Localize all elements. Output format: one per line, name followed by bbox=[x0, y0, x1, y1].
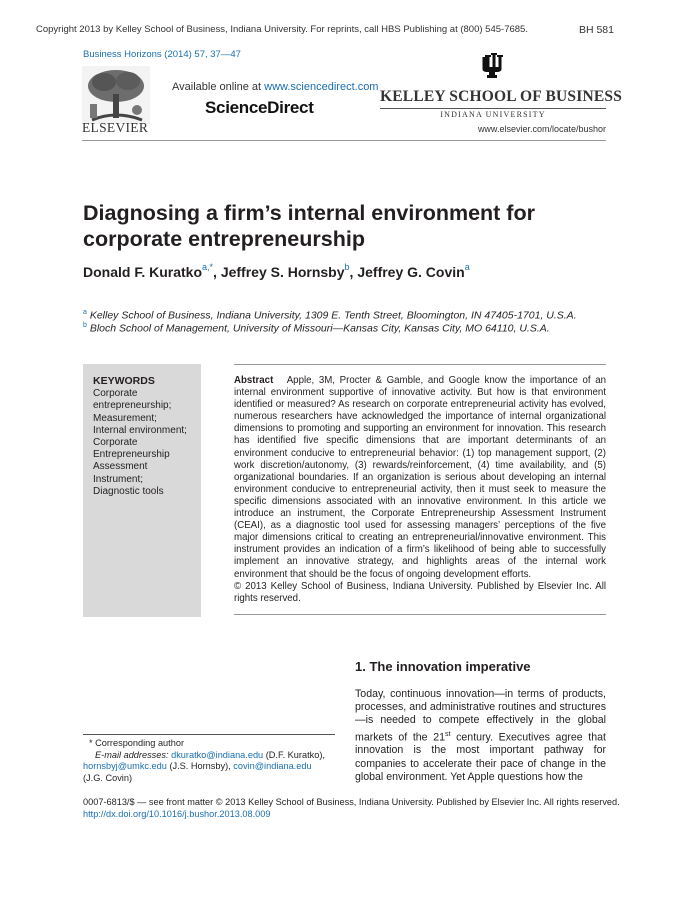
email-owner: (J.G. Covin) bbox=[83, 772, 133, 783]
kelley-school-title: KELLEY SCHOOL OF BUSINESS bbox=[380, 88, 623, 105]
abstract bbox=[234, 375, 606, 605]
header-divider bbox=[82, 140, 606, 141]
affiliation-text: Kelley School of Business, Indiana University, 1309 E. Tenth Street, Bloomington, IN 47405-1701, U.S.A. bbox=[89, 309, 577, 322]
sciencedirect-link[interactable]: www.sciencedirect.com bbox=[264, 81, 379, 93]
copyright-notice: Copyright 2013 by Kelley School of Business, Indiana University. For reprints, call HBS Publishing at (800) 545-7685. bbox=[36, 24, 528, 35]
author-affil-mark[interactable]: b bbox=[344, 262, 350, 272]
document-code: BH 581 bbox=[578, 24, 614, 36]
available-prefix: Available online at bbox=[172, 81, 265, 93]
affiliation-mark: b bbox=[83, 322, 87, 329]
section-body bbox=[355, 688, 606, 784]
author-name: Jeffrey G. Covin bbox=[357, 264, 465, 280]
indiana-university: INDIANA UNIVERSITY bbox=[440, 110, 546, 119]
author-name: Donald F. Kuratko bbox=[83, 264, 203, 280]
journal-url[interactable]: www.elsevier.com/locate/bushor bbox=[477, 124, 606, 134]
footnote-rule bbox=[83, 734, 335, 735]
email-link[interactable]: dkuratko@indiana.edu bbox=[171, 749, 264, 760]
email-label: E-mail addresses: bbox=[95, 749, 169, 760]
keyword-item: Corporate bbox=[93, 388, 138, 400]
affiliation-mark: a bbox=[83, 309, 87, 316]
affiliation bbox=[83, 309, 577, 322]
keyword-item: Diagnostic tools bbox=[93, 485, 164, 497]
abstract-label: Abstract bbox=[234, 375, 274, 386]
keyword-item: entrepreneurship; bbox=[93, 400, 172, 412]
iu-trident-icon bbox=[482, 51, 506, 81]
abstract-top-rule bbox=[234, 364, 606, 365]
keyword-item: Corporate bbox=[93, 437, 138, 449]
author-affil-mark[interactable]: a bbox=[464, 262, 470, 272]
email-link[interactable]: covin@indiana.edu bbox=[233, 761, 312, 772]
keyword-item: Instrument; bbox=[93, 473, 144, 485]
author-list: Donald F. Kuratko$^{a,*}$, Jeffrey S. Hornsby$^b$, Jeffrey G. Covin$^a$ bbox=[83, 262, 470, 280]
article-title: Diagnosing a firm’s internal environment for corporate entrepreneurship bbox=[83, 201, 535, 251]
abstract-bottom-rule bbox=[234, 614, 606, 615]
keywords-box bbox=[83, 364, 201, 617]
keyword-item: Entrepreneurship bbox=[93, 449, 170, 461]
front-matter-copyright: 0007-6813/$ — see front matter © 2013 Kelley School of Business, Indiana University. Published by Elsevier Inc. All rights reserved. bbox=[83, 797, 620, 807]
doi-link[interactable]: http://dx.doi.org/10.1016/j.bushor.2013.08.009 bbox=[83, 809, 271, 819]
body-text-part: Today, continuous innovation—in terms of products, processes, and administrative routines and structures—is needed to compete effectively in the global markets of the 21 bbox=[355, 688, 606, 744]
elsevier-wordmark: ELSEVIER bbox=[82, 120, 149, 135]
sciencedirect-logo: ScienceDirect bbox=[205, 98, 314, 117]
footnote bbox=[83, 738, 343, 784]
keyword-item: Measurement; bbox=[93, 412, 157, 424]
ordinal-suffix: st bbox=[445, 730, 451, 738]
affiliation bbox=[83, 322, 550, 335]
abstract-copyright: © 2013 Kelley School of Business, Indiana University. Published by Elsevier Inc. All rights reserved. bbox=[234, 580, 606, 604]
email-owner: (D.F. Kuratko), bbox=[263, 749, 325, 760]
corresponding-author: * Corresponding author bbox=[89, 738, 184, 748]
keywords-heading: KEYWORDS bbox=[93, 375, 155, 387]
body-text-part: century. Executives agree that innovation is the most important pathway for companies to accelerate their pace of change in the global environment. Yet Apple questions how the bbox=[355, 731, 606, 783]
journal-reference[interactable]: Business Horizons (2014) 57, 37—47 bbox=[83, 49, 241, 60]
keyword-item: Internal environment; bbox=[93, 424, 187, 436]
section-heading: 1. The innovation imperative bbox=[355, 659, 531, 674]
kelley-divider bbox=[380, 108, 606, 109]
author-name: Jeffrey S. Hornsby bbox=[220, 264, 345, 280]
author-affil-mark[interactable]: a,* bbox=[202, 262, 214, 272]
available-online bbox=[172, 81, 378, 93]
abstract-text: Apple, 3M, Procter & Gamble, and Google know the importance of an internal environment supportive of innovative activity. But how is that environment identified or measured? As research on corporate entrepreneurial activity has evolved, numerous researchers have acknowledged the importance of internal organizational dimensions to promoting and supporting an environment for innovation. This research has identified five specific dimensions that are important determinants of an environment conducive to entrepreneurial behavior: (1) top management support, (2) work discretion/autonomy, (3) rewards/reinforcement, (4) time availability, and (5) organizational boundaries. If an organization is serious about developing an internal environment conducive to entrepreneurial activity, then it must seek to measure the specific dimensions associated with an innovative environment. In this article we introduce an instrument, the Corporate Entrepreneurship Assessment Instrument (CEAI), as a diagnostic tool used for assessing managers’ perceptions of the five major dimensions critical to creating an entrepreneurial/innovative environment. This instrument provides an indication of a firm’s likelihood of being able to successfully implement an innovative strategy, and highlights areas of the internal work environment that should be the focus of ongoing development efforts. bbox=[234, 375, 606, 580]
elsevier-tree-logo bbox=[82, 62, 150, 128]
keyword-item: Assessment bbox=[93, 461, 148, 473]
email-link[interactable]: hornsbyj@umkc.edu bbox=[83, 761, 167, 772]
affiliation-text: Bloch School of Management, University of Missouri—Kansas City, Kansas City, MO 64110, U.S.A. bbox=[89, 322, 550, 335]
email-owner: (J.S. Hornsby), bbox=[166, 761, 231, 772]
